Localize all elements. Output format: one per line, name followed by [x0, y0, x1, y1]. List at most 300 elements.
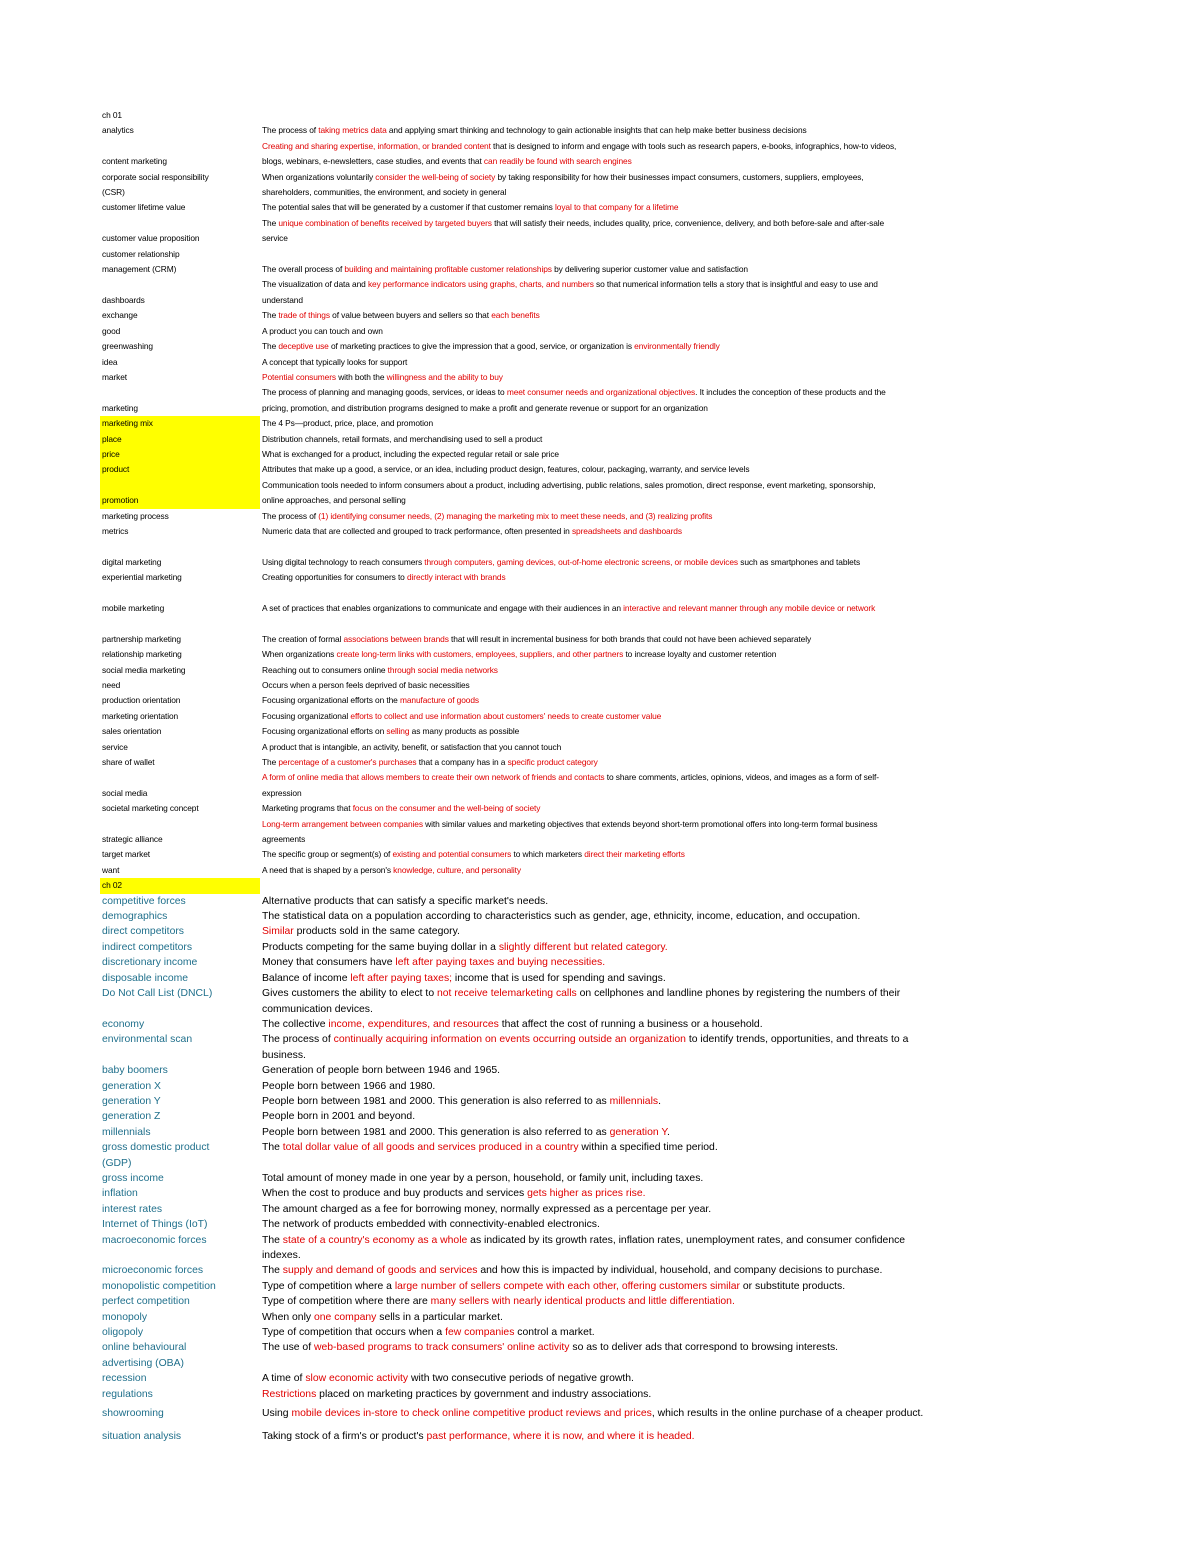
definition-text: The creation of formal [262, 633, 344, 644]
definition-cell[interactable] [260, 1217, 1022, 1232]
definition-cell[interactable] [260, 1063, 1022, 1078]
definition-cell[interactable] [260, 462, 1022, 477]
definition-cell[interactable] [260, 863, 1022, 878]
definition-cell[interactable] [260, 231, 1022, 246]
term-cell[interactable] [100, 770, 260, 785]
term-cell[interactable] [100, 385, 260, 400]
definition-cell[interactable] [260, 1325, 1022, 1340]
highlighted-text: percentage of a customer's purchases [278, 757, 417, 768]
definition-cell[interactable] [260, 1017, 1022, 1032]
term-cell[interactable]: societal marketing concept [102, 803, 199, 814]
definition-cell[interactable] [260, 786, 1022, 801]
term-cell[interactable]: baby boomers [102, 1065, 168, 1077]
definition-text: The [262, 1142, 283, 1154]
term-cell[interactable] [100, 277, 260, 292]
term-cell[interactable]: experiential marketing [102, 572, 182, 583]
definition-cell[interactable] [260, 139, 1022, 154]
term-cell[interactable] [100, 139, 260, 154]
definition-cell[interactable] [260, 308, 1022, 323]
term-cell[interactable]: environmental scan [102, 1034, 193, 1046]
empty-row [100, 586, 1130, 601]
term-cell[interactable]: share of wallet [102, 757, 155, 768]
highlighted-text: willingness and the ability to buy [386, 371, 503, 382]
definition-text: with similar values and marketing objectives that extends beyond short-term promotional offers into long-term formal business [422, 818, 878, 829]
term-cell[interactable]: ch 02 [100, 878, 260, 893]
term-cell[interactable]: marketing process [102, 510, 169, 521]
term-cell[interactable]: customer value proposition [102, 233, 200, 244]
table-row [100, 1094, 1130, 1109]
highlighted-text: Similar [262, 926, 294, 938]
definition-cell[interactable] [260, 185, 1022, 200]
definition-text: or substitute products. [740, 1280, 846, 1292]
term-cell[interactable]: discretionary income [102, 957, 198, 969]
term-cell[interactable]: (GDP) [102, 1157, 132, 1169]
highlighted-text: millennials [609, 1095, 659, 1107]
highlighted-text: unique combination of benefits received by targeted buyers [278, 217, 492, 228]
definition-cell[interactable] [260, 200, 1022, 215]
term-cell[interactable]: marketing mix [100, 416, 260, 431]
table-row [100, 216, 1130, 231]
definition-cell[interactable] [260, 216, 1022, 231]
term-cell[interactable]: monopolistic competition [102, 1280, 216, 1292]
definition-text: Generation of people born between 1946 and 1965. [262, 1065, 501, 1077]
empty-row [100, 539, 1130, 554]
table-row [100, 986, 1130, 1001]
table-row [100, 1079, 1130, 1094]
definition-cell[interactable] [260, 924, 1022, 939]
definition-text: . [658, 1095, 661, 1107]
definition-cell[interactable] [260, 663, 1022, 678]
definition-text: business. [262, 1049, 306, 1061]
highlighted-text: slow economic activity [305, 1373, 409, 1385]
term-cell[interactable]: analytics [102, 125, 134, 136]
definition-text: of marketing practices to give the impression that a good, service, or organization is [328, 341, 635, 352]
highlighted-text: consider the well-being of society [375, 171, 496, 182]
highlighted-text: create long-term links with customers, employees, suppliers, and other partners [336, 649, 624, 660]
term-cell[interactable]: social media marketing [102, 664, 186, 675]
definition-text: service [262, 233, 288, 244]
definition-text: on cellphones and landline phones by registering the numbers of their [576, 988, 901, 1000]
term-cell[interactable]: market [102, 371, 127, 382]
term-cell[interactable]: interest rates [102, 1203, 163, 1215]
term-cell[interactable]: partnership marketing [102, 633, 181, 644]
term-cell[interactable]: recession [102, 1373, 147, 1385]
table-row [100, 139, 1130, 154]
definition-cell[interactable] [260, 1109, 1022, 1124]
definition-text: Focusing organizational efforts on [262, 726, 387, 737]
definition-text: with two consecutive periods of negative growth. [408, 1373, 634, 1385]
definition-text: The process of [262, 1034, 334, 1046]
table-row [100, 1387, 1130, 1402]
table-row [100, 801, 1130, 816]
definition-text: so as to deliver ads that correspond to browsing interests. [569, 1342, 839, 1354]
table-row [100, 770, 1130, 785]
definition-text: The [262, 757, 279, 768]
definition-text: Type of competition where there are [262, 1296, 431, 1308]
table-row [100, 1279, 1130, 1294]
definition-cell[interactable] [260, 370, 1022, 385]
term-cell[interactable]: dashboards [102, 294, 145, 305]
term-cell[interactable]: good [102, 325, 121, 336]
definition-cell[interactable] [260, 524, 1022, 539]
term-cell[interactable]: economy [102, 1018, 145, 1030]
term-cell[interactable]: advertising (OBA) [102, 1357, 184, 1369]
definition-cell[interactable] [260, 1294, 1022, 1309]
definition-text: by delivering superior customer value and satisfaction [551, 264, 748, 275]
term-cell[interactable]: marketing orientation [102, 710, 179, 721]
table-row [100, 262, 1130, 277]
term-cell[interactable] [100, 817, 260, 832]
definition-text: , which results in the online purchase of a cheaper product. [651, 1408, 924, 1420]
definition-cell[interactable] [260, 1340, 1022, 1355]
term-cell[interactable]: price [100, 447, 260, 462]
definition-cell[interactable] [260, 1186, 1022, 1201]
term-cell[interactable]: service [102, 741, 128, 752]
table-row [100, 1233, 1130, 1248]
term-cell[interactable]: management (CRM) [102, 264, 177, 275]
definition-cell[interactable] [260, 986, 1022, 1001]
definition-cell[interactable] [260, 955, 1022, 970]
table-row [100, 555, 1130, 570]
definition-text: to share comments, articles, opinions, videos, and images as a form of self- [604, 772, 879, 783]
term-cell[interactable]: production orientation [102, 695, 181, 706]
definition-cell[interactable] [260, 1032, 1022, 1047]
table-row [100, 385, 1130, 400]
table-row [100, 1171, 1130, 1186]
table-row [100, 432, 1130, 447]
definition-cell[interactable] [260, 1387, 1022, 1402]
definition-text: The [262, 341, 279, 352]
term-cell[interactable]: greenwashing [102, 341, 153, 352]
definition-cell[interactable] [260, 154, 1022, 169]
definition-cell[interactable] [260, 108, 1022, 123]
definition-text: that a company has in a [416, 757, 508, 768]
term-cell[interactable]: showrooming [102, 1408, 164, 1420]
definition-text: online approaches, and personal selling [262, 495, 406, 506]
definition-cell[interactable] [260, 1171, 1022, 1186]
table-row [100, 1140, 1130, 1155]
highlighted-text: not receive telemarketing calls [436, 988, 577, 1000]
table-row [100, 1032, 1130, 1047]
term-cell[interactable]: monopoly [102, 1311, 148, 1323]
term-cell[interactable] [100, 216, 260, 231]
term-cell[interactable]: (CSR) [102, 187, 125, 198]
definition-cell[interactable] [260, 1248, 1022, 1263]
definition-text: A product you can touch and own [262, 325, 383, 336]
table-row [100, 170, 1130, 185]
term-cell[interactable]: strategic alliance [102, 834, 163, 845]
table-row [100, 324, 1130, 339]
definition-cell[interactable] [260, 170, 1022, 185]
definition-cell[interactable] [260, 1425, 1022, 1448]
term-cell[interactable]: generation Z [102, 1111, 161, 1123]
term-cell[interactable]: digital marketing [102, 556, 162, 567]
table-row [100, 447, 1130, 462]
definition-text: placed on marketing practices by government and industry associations. [316, 1388, 652, 1400]
highlighted-text: few companies [445, 1327, 515, 1339]
definition-cell[interactable] [260, 355, 1022, 370]
table-row [100, 1340, 1130, 1355]
term-cell[interactable]: inflation [102, 1188, 138, 1200]
term-cell[interactable]: content marketing [102, 156, 167, 167]
term-cell[interactable]: metrics [102, 525, 129, 536]
table-row [100, 1402, 1130, 1425]
term-cell[interactable]: online behavioural [102, 1342, 187, 1354]
definition-cell[interactable] [260, 801, 1022, 816]
definition-cell[interactable] [260, 478, 1022, 493]
definition-cell[interactable] [260, 432, 1022, 447]
term-cell[interactable]: generation Y [102, 1095, 161, 1107]
definition-cell[interactable] [260, 832, 1022, 847]
definition-cell[interactable] [260, 277, 1022, 292]
term-cell[interactable]: promotion [100, 493, 260, 508]
definition-text: Type of competition where a [262, 1280, 395, 1292]
definition-text: communication devices. [262, 1003, 373, 1015]
definition-cell[interactable] [260, 1002, 1022, 1017]
definition-cell[interactable] [260, 1402, 1022, 1425]
definition-cell[interactable] [260, 293, 1022, 308]
definition-text: The potential sales that will be generated by a customer if that customer remains [262, 202, 555, 213]
highlighted-text: Creating and sharing expertise, information, or branded content [262, 140, 491, 151]
term-cell[interactable]: sales orientation [102, 726, 162, 737]
definition-cell[interactable] [260, 601, 1022, 616]
table-row [100, 493, 1130, 508]
definition-cell[interactable] [260, 847, 1022, 862]
definition-text: When organizations [262, 649, 337, 660]
highlighted-text: mobile devices in-store to check online competitive product reviews and prices [291, 1408, 652, 1420]
definition-cell[interactable] [260, 1125, 1022, 1140]
definition-text: People born between 1981 and 2000. This generation is also referred to as [262, 1126, 610, 1138]
term-cell[interactable]: place [100, 432, 260, 447]
definition-cell[interactable] [260, 1310, 1022, 1325]
definition-cell[interactable] [260, 1140, 1022, 1155]
term-cell[interactable] [100, 1002, 260, 1017]
term-cell[interactable]: microeconomic forces [102, 1265, 204, 1277]
definition-text: by taking responsibility for how their businesses impact consumers, customers, suppliers, employees, [495, 171, 864, 182]
definition-cell[interactable] [260, 555, 1022, 570]
table-row [100, 1125, 1130, 1140]
definition-cell[interactable] [260, 416, 1022, 431]
term-cell[interactable]: marketing [102, 402, 138, 413]
term-cell[interactable]: gross domestic product [102, 1142, 210, 1154]
definition-cell[interactable] [260, 1079, 1022, 1094]
definition-cell[interactable] [260, 647, 1022, 662]
definition-cell[interactable] [260, 909, 1022, 924]
table-row [100, 601, 1130, 616]
definition-text: so that numerical information tells a story that is insightful and easy to use and [593, 279, 878, 290]
table-row [100, 123, 1130, 138]
highlighted-text: interactive and relevant manner through any mobile device or network [623, 602, 876, 613]
definition-text: indexes. [262, 1250, 301, 1262]
definition-cell[interactable] [260, 1233, 1022, 1248]
table-row [100, 786, 1130, 801]
definition-text: control a market. [514, 1327, 595, 1339]
table-row [100, 878, 1130, 893]
definition-text: The process of [262, 510, 319, 521]
definition-text: and how this is impacted by individual, household, and company decisions to purchase. [477, 1265, 883, 1277]
definition-cell[interactable] [260, 247, 1022, 262]
term-cell[interactable]: regulations [102, 1388, 153, 1400]
definition-cell[interactable] [260, 693, 1022, 708]
definition-text: Gives customers the ability to elect to [262, 988, 437, 1000]
definition-cell[interactable] [260, 570, 1022, 585]
definition-text: The [262, 1234, 283, 1246]
definition-text: and applying smart thinking and technology to gain actionable insights that can help make better business decisions [386, 125, 807, 136]
highlighted-text: existing and potential consumers [392, 849, 512, 860]
table-row [100, 1325, 1130, 1340]
definition-text: Numeric data that are collected and grouped to track performance, often presented in [262, 525, 572, 536]
definition-cell[interactable] [260, 1356, 1022, 1371]
term-cell[interactable]: idea [102, 356, 118, 367]
table-row [100, 339, 1130, 354]
table-row [100, 1294, 1130, 1309]
definition-cell[interactable] [260, 401, 1022, 416]
table-row [100, 478, 1130, 493]
highlighted-text: state of a country's economy as a whole [282, 1234, 468, 1246]
term-cell[interactable]: product [100, 462, 260, 477]
table-row [100, 1248, 1130, 1263]
definition-cell[interactable] [260, 1156, 1022, 1171]
term-cell[interactable] [100, 1048, 260, 1063]
definition-cell[interactable] [260, 447, 1022, 462]
definition-cell[interactable] [260, 971, 1022, 986]
term-cell[interactable]: ch 01 [102, 110, 122, 120]
highlighted-text: slightly different but related category. [498, 941, 668, 953]
term-cell[interactable]: mobile marketing [102, 602, 165, 613]
term-cell[interactable]: corporate social responsibility [102, 171, 209, 182]
definition-cell[interactable] [260, 894, 1022, 909]
definition-text: to which marketers [511, 849, 585, 860]
term-cell[interactable]: millennials [102, 1126, 151, 1138]
table-row [100, 1356, 1130, 1371]
definition-cell[interactable] [260, 123, 1022, 138]
table-row [100, 185, 1130, 200]
definition-cell[interactable] [260, 385, 1022, 400]
definition-text: A product that is intangible, an activity, benefit, or satisfaction that you cannot touch [262, 741, 562, 752]
table-row [100, 1017, 1130, 1032]
term-cell[interactable]: target market [102, 849, 151, 860]
definition-cell[interactable] [260, 755, 1022, 770]
term-cell[interactable]: customer lifetime value [102, 202, 186, 213]
term-cell[interactable]: exchange [102, 310, 138, 321]
definition-cell[interactable] [260, 940, 1022, 955]
definition-cell[interactable] [260, 632, 1022, 647]
definition-text: The statistical data on a population according to characteristics such as gender, age, ethnicity, income, education, and occupation. [262, 911, 861, 923]
definition-text: The visualization of data and [262, 279, 368, 290]
table-row [100, 416, 1130, 431]
term-cell[interactable]: disposable income [102, 972, 189, 984]
definition-text: People born between 1966 and 1980. [262, 1080, 436, 1092]
definition-cell[interactable] [260, 1202, 1022, 1217]
definition-cell[interactable] [260, 878, 1022, 893]
definition-cell[interactable] [260, 324, 1022, 339]
table-row [100, 909, 1130, 924]
table-row [100, 509, 1130, 524]
table-row [100, 200, 1130, 215]
term-cell[interactable]: demographics [102, 911, 168, 923]
definition-cell[interactable] [260, 339, 1022, 354]
definition-cell[interactable] [260, 724, 1022, 739]
term-cell[interactable]: indirect competitors [102, 941, 193, 953]
table-row [100, 971, 1130, 986]
table-row [100, 693, 1130, 708]
term-cell[interactable]: generation X [102, 1080, 161, 1092]
table-row [100, 570, 1130, 585]
term-cell[interactable]: perfect competition [102, 1296, 190, 1308]
table-row [100, 1156, 1130, 1171]
table-row [100, 1371, 1130, 1386]
highlighted-text: taking metrics data [318, 125, 387, 136]
definition-cell[interactable] [260, 770, 1022, 785]
term-cell[interactable]: macroeconomic forces [102, 1234, 207, 1246]
highlighted-text: selling [386, 726, 410, 737]
highlighted-text: focus on the consumer and the well-being of society [352, 803, 541, 814]
definition-cell[interactable] [260, 1048, 1022, 1063]
definition-text: Reaching out to consumers online [262, 664, 388, 675]
definition-cell[interactable] [260, 709, 1022, 724]
term-cell[interactable]: social media [102, 787, 148, 798]
term-cell[interactable]: want [102, 864, 120, 875]
highlighted-text: left after paying taxes; [350, 972, 453, 984]
highlighted-text: knowledge, culture, and personality [393, 864, 521, 875]
definition-text: Occurs when a person feels deprived of basic necessities [262, 679, 470, 690]
definition-text: People born between 1981 and 2000. This generation is also referred to as [262, 1095, 610, 1107]
definition-cell[interactable] [260, 817, 1022, 832]
table-row [100, 663, 1130, 678]
definition-text: Using [262, 1408, 292, 1420]
term-cell[interactable]: gross income [102, 1172, 164, 1184]
term-cell[interactable]: need [102, 679, 121, 690]
highlighted-text: each benefits [491, 310, 540, 321]
definition-cell[interactable] [260, 262, 1022, 277]
term-cell[interactable]: relationship marketing [102, 649, 182, 660]
table-row [100, 1002, 1130, 1017]
highlighted-text: past performance, where it is now, and where it is headed. [426, 1431, 695, 1443]
definition-cell[interactable] [260, 678, 1022, 693]
definition-text: A need that is shaped by a person's [262, 864, 394, 875]
term-cell[interactable]: Do Not Call List (DNCL) [102, 988, 213, 1000]
definition-text: Total amount of money made in one year by a person, household, or family unit, including taxes. [262, 1172, 704, 1184]
highlighted-text: specific product category [507, 757, 598, 768]
highlighted-text: direct their marketing efforts [584, 849, 685, 860]
table-row [100, 1425, 1130, 1448]
term-cell[interactable]: competitive forces [102, 895, 186, 907]
definition-cell[interactable] [260, 493, 1022, 508]
definition-cell[interactable] [260, 1279, 1022, 1294]
definition-text: Money that consumers have [262, 957, 396, 969]
term-cell[interactable]: Internet of Things (IoT) [102, 1219, 208, 1231]
term-cell[interactable] [100, 1248, 260, 1263]
table-row [100, 863, 1130, 878]
definition-cell[interactable] [260, 1263, 1022, 1278]
term-cell[interactable] [100, 478, 260, 493]
definition-text: When organizations voluntarily [262, 171, 376, 182]
term-cell[interactable]: customer relationship [102, 248, 180, 259]
highlighted-text: left after paying taxes and buying necessities. [395, 957, 606, 969]
term-cell[interactable]: situation analysis [102, 1431, 182, 1443]
definition-cell[interactable] [260, 1094, 1022, 1109]
definition-cell[interactable] [260, 740, 1022, 755]
definition-text: income that is used for spending and savings. [452, 972, 666, 984]
table-row [100, 308, 1130, 323]
definition-cell[interactable] [260, 1371, 1022, 1386]
definition-text: The process of planning and managing goods, services, or ideas to [262, 387, 507, 398]
term-cell[interactable]: oligopoly [102, 1327, 144, 1339]
highlighted-text: directly interact with brands [406, 572, 506, 583]
definition-cell[interactable] [260, 509, 1022, 524]
highlighted-text: one company [313, 1311, 377, 1323]
term-cell[interactable]: direct competitors [102, 926, 184, 938]
